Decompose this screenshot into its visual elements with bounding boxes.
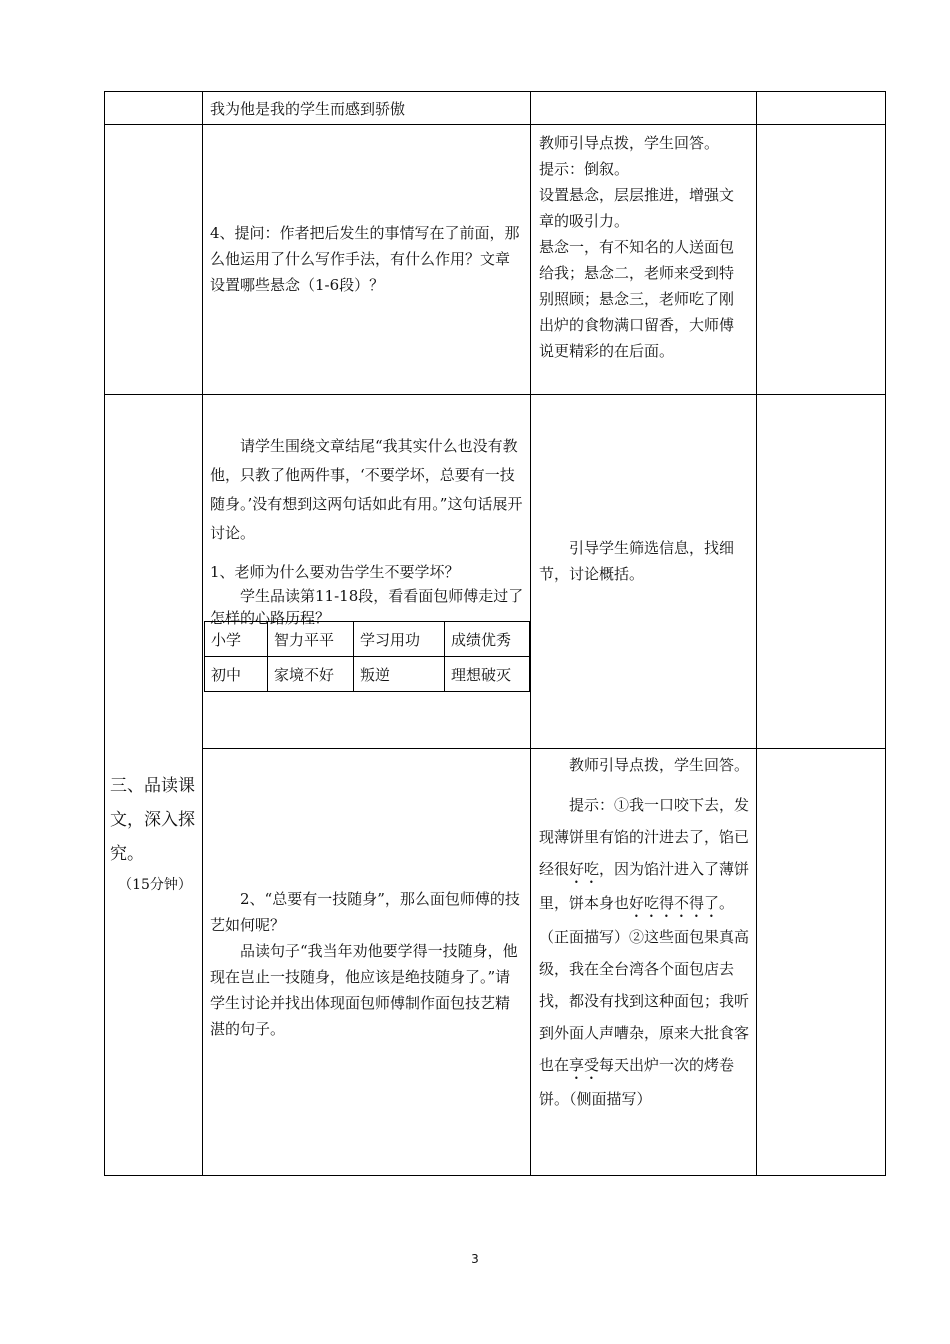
question-1: 1、老师为什么要劝告学生不要学坏？ xyxy=(210,563,460,581)
question-1-reading: 学生品读第11-18段，看看面包师傅走过了怎样的心路历程？ xyxy=(210,587,524,627)
hint-text: 每天出炉一次的烤卷饼。（侧面描写） xyxy=(539,1056,735,1108)
hint-text: 。（正面描写）②这些面包果真高级，我在全台湾各个面包店去找，都没有找到这种面包；我听到外面人声嘈杂，原来大批食客也在 xyxy=(539,894,750,1074)
table-row xyxy=(205,622,530,657)
emphasis-text: 好吃 xyxy=(569,860,600,878)
guide-line: 教师引导点拨，学生回答。 xyxy=(539,134,720,152)
row-divider-2 xyxy=(104,394,886,395)
page-number: 3 xyxy=(471,1252,479,1266)
table-right-border xyxy=(885,91,886,1176)
table-cell: 小学 xyxy=(205,622,268,657)
table-cell: 初中 xyxy=(205,657,268,692)
guide-line: 悬念一，有不知名的人送面包给我；悬念二，老师来受到特别照顾；悬念三，老师吃了刚出炉的食物满口留香，大师傅说更精彩的在后面。 xyxy=(539,238,735,360)
question-2-reading: 品读句子“我当年劝他要学得一技随身，他现在岂止一技随身，他应该是绝技随身了。”请学生讨论并找出体现面包师傅制作面包技艺精湛的句子。 xyxy=(210,942,518,1038)
table-cell: 理想破灭 xyxy=(445,657,530,692)
section-time: （15分钟） xyxy=(118,877,192,893)
row2-guide xyxy=(539,130,747,364)
table-row xyxy=(205,657,530,692)
table-cell: 家境不好 xyxy=(268,657,354,692)
guide-line: 设置悬念，层层推进，增强文章的吸引力。 xyxy=(539,186,735,230)
question-2: 2、“总要有一技随身”，那么面包师傅的技艺如何呢？ xyxy=(210,890,520,934)
part1-guide: 引导学生筛选信息，找细节，讨论概括。 xyxy=(539,539,735,583)
table-bottom-border xyxy=(104,1175,886,1176)
part2-guide xyxy=(539,749,751,1115)
emphasis-text: 享受 xyxy=(569,1056,600,1074)
guide-hint xyxy=(539,789,751,1115)
emphasis-text: 好吃得不得了 xyxy=(629,894,720,912)
row1-content: 我为他是我的学生而感到骄傲 xyxy=(210,100,406,118)
hint-text: ，因为馅汁进入了薄饼里，饼本身也 xyxy=(539,860,750,912)
column-divider-3 xyxy=(756,91,757,1176)
column-divider-2 xyxy=(530,91,531,1176)
table-left-border xyxy=(104,91,105,1176)
table-cell: 学习用功 xyxy=(354,622,445,657)
row2-question: 4、提问：作者把后发生的事情写在了前面，那么他运用了什么写作手法，有什么作用？文章设置哪些悬念（1-6段）？ xyxy=(210,224,520,294)
discussion-intro: 请学生围绕文章结尾“我其实什么也没有教他，只教了他两件事，‘不要学坏，总要有一技随身。’没有想到这两句话如此有用。”这句话展开讨论。 xyxy=(210,437,523,542)
column-divider-1 xyxy=(202,91,203,1176)
guide-line: 提示：倒叙。 xyxy=(539,160,630,178)
hint-text: 提示：①我一口咬下去，发现薄饼里有馅的汁进去了，馅已经很 xyxy=(539,796,750,878)
row-divider-1 xyxy=(104,124,886,125)
table-cell: 成绩优秀 xyxy=(445,622,530,657)
table-cell: 智力平平 xyxy=(268,622,354,657)
mind-journey-table xyxy=(204,621,530,692)
section-label: 三、品读课文，深入探究。 xyxy=(110,776,195,864)
table-cell: 叛逆 xyxy=(354,657,445,692)
guide-intro: 教师引导点拨，学生回答。 xyxy=(569,756,750,774)
table-top-border xyxy=(104,91,886,92)
